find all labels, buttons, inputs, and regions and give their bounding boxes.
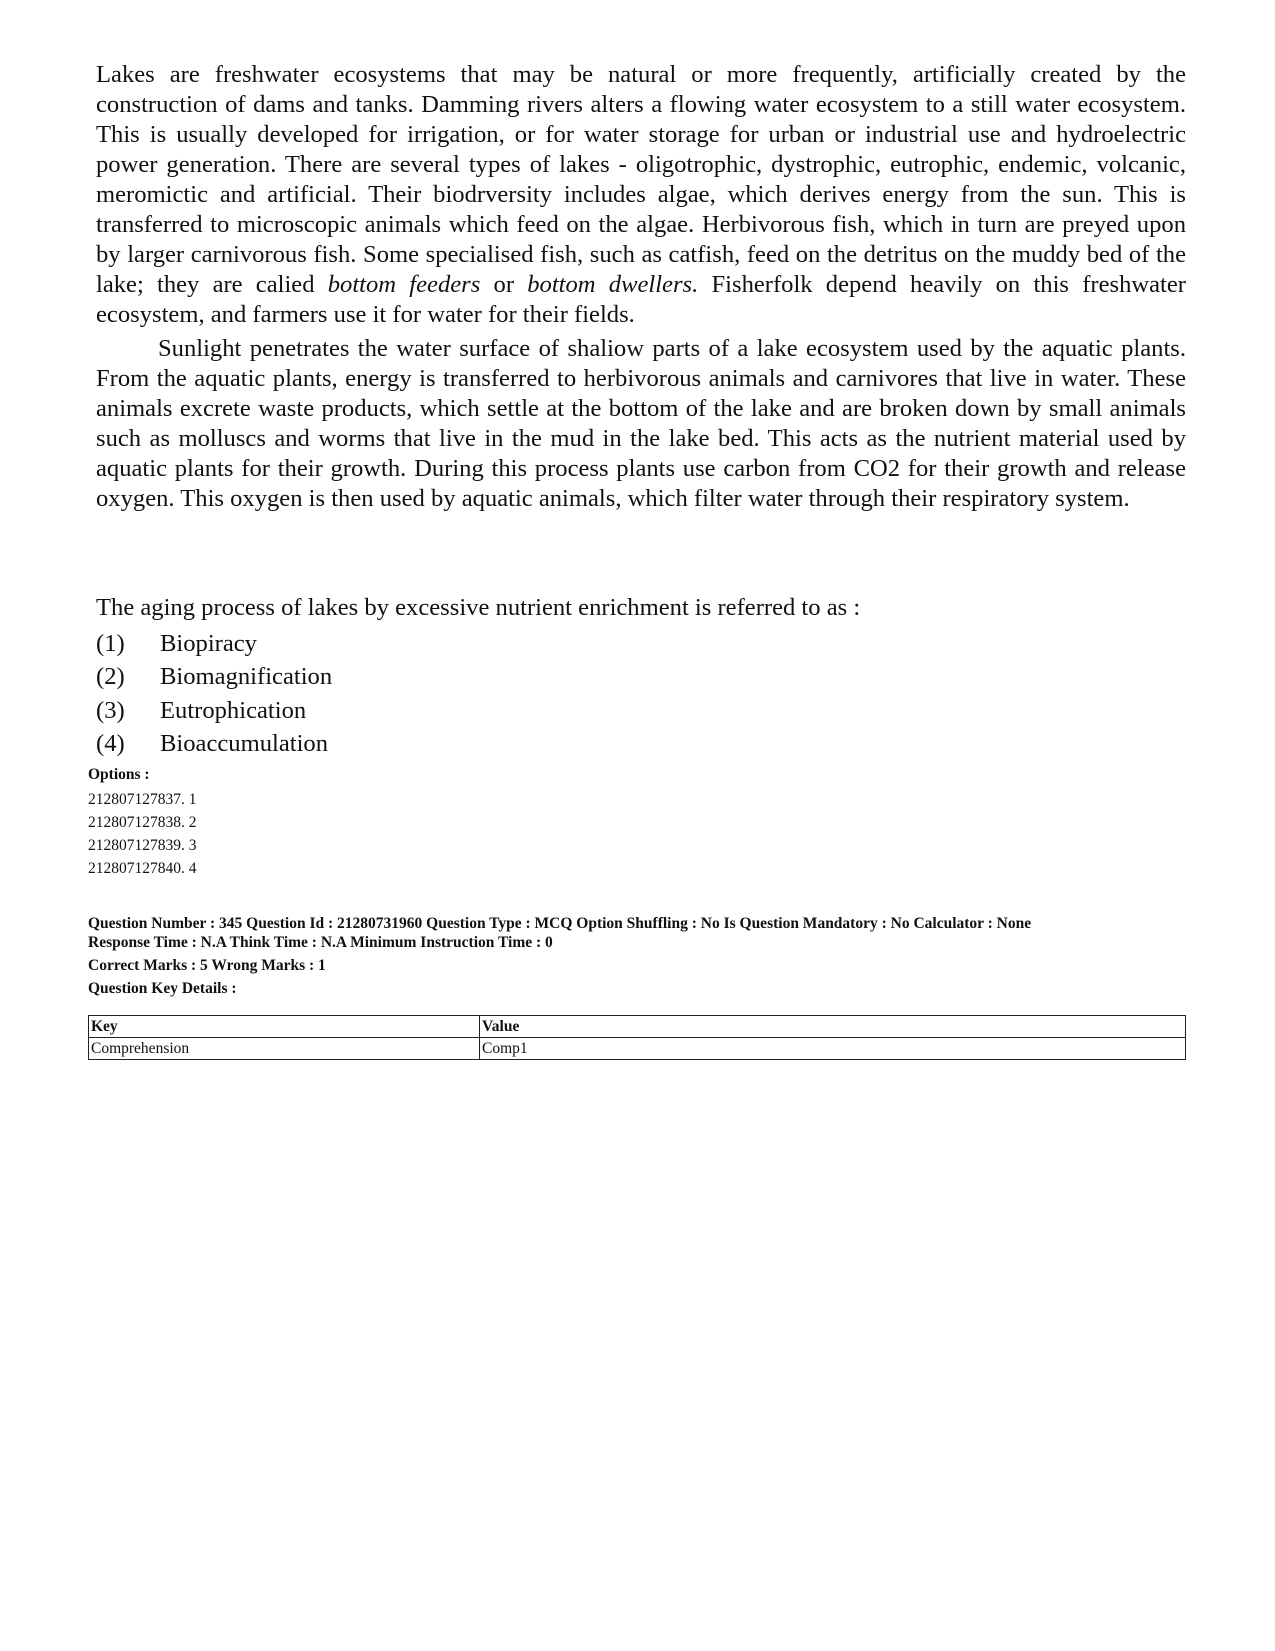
marks-line: Correct Marks : 5 Wrong Marks : 1 (88, 957, 326, 974)
choice-text: Biomagnification (160, 663, 333, 691)
option-id-line: 212807127837. 1 (88, 791, 197, 808)
choice-text: Bioaccumulation (160, 729, 329, 757)
passage-paragraph-1 (96, 60, 1186, 330)
choice-item (96, 660, 332, 693)
table-header-key: Key (89, 1016, 480, 1038)
passage-paragraph-2: Sunlight penetrates the water surface of shaliow parts of a lake ecosystem used by the aquatic plants. From the aquatic plants, energy is transferred to herbivorous animals and carnivores that live in water. These animals excrete waste products, which settle at the bottom of the lake and are broken down by small animals such as molluscs and worms that live in the mud in the lake bed. This acts as the nutrient material used by aquatic plants for their growth. During this process plants use carbon from CO2 for their growth and release oxygen. This oxygen is then used by aquatic animals, which filter water through their respiratory system. (96, 335, 1186, 512)
option-id-line: 212807127838. 2 (88, 814, 197, 831)
table-header-row (89, 1016, 1186, 1038)
choice-text: Eutrophication (160, 696, 307, 724)
passage-p1-segment: Lakes are freshwater ecosystems that may be natural or more frequently, artificially created by the construction of dams and tanks. Damming rivers alters a flowing water ecosystem to a still water ecosystem. This is usually developed for irrigation, or for water storage for urban or industrial use and hydroelectric power generation. There are several types of lakes - oligotrophic, dystrophic, eutrophic, endemic, volcanic, meromictic and artificial. Their biodrversity includes algae, which derives energy from the sun. This is transferred to microscopic animals which feed on the algae. Herbivorous fish, which in turn are preyed upon by larger carnivorous fish. Some specialised fish, such as catfish, feed on the detritus on the muddy bed of the lake; they are calied (96, 61, 1186, 298)
choice-item (96, 727, 332, 760)
question-timing-line: Response Time : N.A Think Time : N.A Minimum Instruction Time : 0 (88, 934, 553, 951)
choice-number: (1) (96, 630, 125, 657)
choice-number: (4) (96, 729, 125, 757)
choice-item (96, 627, 332, 660)
table-row (89, 1038, 1186, 1060)
choice-number: (2) (96, 663, 125, 691)
table-cell-value: Comp1 (480, 1038, 1186, 1060)
question-text: The aging process of lakes by excessive nutrient enrichment is referred to as : (96, 594, 861, 621)
passage-p1-segment: or (480, 271, 528, 298)
passage-p1-italic-term: bottom feeders (327, 271, 481, 298)
choice-item (96, 694, 332, 727)
comprehension-passage (96, 60, 1186, 514)
options-label: Options : (88, 766, 150, 783)
question-meta-line: Question Number : 345 Question Id : 21280731960 Question Type : MCQ Option Shuffling : No Is Question Mandatory : No Calculator : None (88, 915, 1032, 932)
option-id-line: 212807127840. 4 (88, 860, 197, 877)
option-id-line: 212807127839. 3 (88, 837, 197, 854)
choice-text: Biopiracy (160, 630, 257, 657)
question-key-table (88, 1015, 1186, 1060)
choice-number: (3) (96, 696, 125, 724)
passage-p1-italic-term: bottom dwellers. (527, 271, 699, 298)
table-cell-key: Comprehension (89, 1038, 480, 1060)
answer-choices (96, 627, 332, 760)
table-header-value: Value (480, 1016, 1186, 1038)
key-details-label: Question Key Details : (88, 980, 237, 997)
passage-p1-segment: Fisherfolk depend heavily on this freshwater ecosystem, and farmers use it for water for their fields. (96, 271, 1186, 328)
